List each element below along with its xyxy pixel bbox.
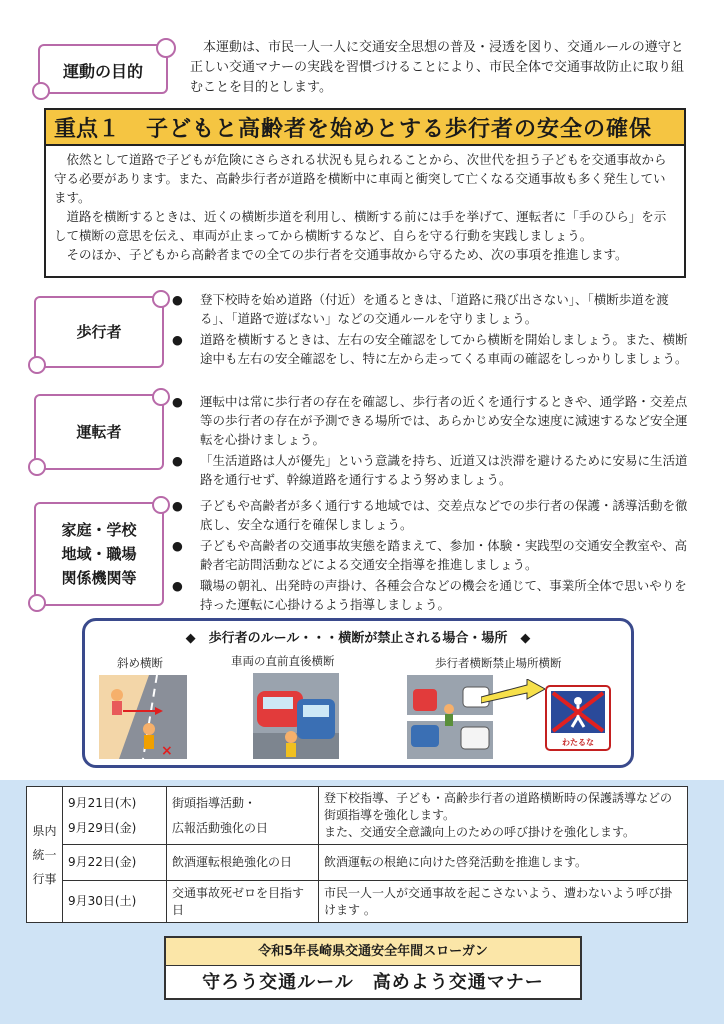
list-item: ● 道路を横断するときは、左右の安全確認をしてから横断を開始しましょう。また、横断途中も左右の安全確認をし、特に左から走ってくる車両の確認をしっかりしましょう。: [172, 330, 688, 368]
purpose-text: 本運動は、市民一人一人に交通安全思想の普及・浸透を図り、交通ルールの遵守と正しい交通マナーの実践を習慣づけることにより、市民全体で交通事故防止に取り組むことを目的とします。: [190, 40, 685, 95]
diagonal-crossing-label: 斜め横断: [117, 656, 163, 670]
front-rear-crossing-label: 車両の直前直後横断: [231, 654, 335, 668]
pedestrian-rules-box: [82, 618, 634, 768]
priority1-paragraph: 道路を横断するときは、近くの横断歩道を利用し、横断する前には手を挙げて、運転者に「手のひら」を示して横断の意思を伝え、車両が止まってから横断するなど、自らを守る行動を実践しましょう。: [54, 209, 667, 243]
event-name: 飲酒運転根絶強化の日: [167, 845, 319, 881]
event-name: [167, 787, 319, 845]
table-row: [27, 787, 688, 845]
sign-caption: わたるな: [562, 738, 594, 747]
event-name-line: 広報活動強化の日: [172, 820, 269, 835]
event-name-line: 街頭指導活動・: [172, 795, 257, 810]
svg-text:×: ×: [161, 743, 173, 759]
event-date: 9月22日(金): [63, 845, 167, 881]
list-item: ● 子どもや高齢者が多く通行する地域では、交差点などでの歩行者の保護・誘導活動を徹底し、安全な通行を確保しましょう。: [172, 496, 688, 534]
event-description: 飲酒運転の根絶に向けた啓発活動を推進します。: [319, 845, 688, 881]
slogan-text: 守ろう交通ルール 高めよう交通マナー: [202, 972, 544, 993]
priority1-body: [46, 146, 684, 268]
priority1-paragraph: そのほか、子どもから高齢者までの全ての歩行者を交通事故から守るため、次の事項を推進します。: [66, 247, 628, 262]
priority1-number: 重点１: [54, 116, 121, 142]
event-description: 登下校指導、子ども・高齢歩行者の道路横断時の保護誘導などの街頭指導を強化します。 また、交通安全意識向上のための呼び掛けを強化します。: [319, 787, 688, 845]
list-item: ● 職場の朝礼、出発時の声掛け、各種会合などの機会を通じて、事業所全体で思いやりを持った運転に心掛けるよう指導しましょう。: [172, 576, 688, 614]
priority1-section: [44, 108, 686, 278]
event-date: 9月30日(土): [63, 881, 167, 923]
slogan-heading: 令和5年長崎県交通安全年間スローガン: [166, 938, 580, 966]
priority1-paragraph: 依然として道路で子どもが危険にさらされる状況も見られることから、次世代を担う子どもを交通事故から守る必要があります。また、高齢歩行者が道路を横断中に車両と衝突して亡くなる交通事故も多く発生しています。: [54, 152, 667, 205]
event-description: 市民一人一人が交通事故を起こさないよう、遭わないよう呼び掛けます 。: [319, 881, 688, 923]
table-row: [27, 845, 688, 881]
events-table: [26, 786, 688, 923]
event-dates: [63, 787, 167, 845]
table-row: [27, 881, 688, 923]
community-label-box: [34, 502, 164, 606]
list-item: ● 登下校時を始め道路（付近）を通るときは、「道路に飛び出さない」、「横断歩道を渡る」、「道路で遊ばない」などの交通ルールを守りましょう。: [172, 290, 688, 328]
rules-title: ◆ 歩行者のルール・・・横断が禁止される場合・場所 ◆: [185, 631, 531, 646]
purpose-label-box: [38, 44, 168, 94]
diagonal-crossing-illustration: [99, 675, 187, 759]
list-item: ● 子どもや高齢者の交通事故実態を踏まえて、参加・体験・実践型の交通安全教室や、高齢者宅訪問活動などによる交通安全指導を推進しましょう。: [172, 536, 688, 574]
pedestrian-list: [172, 290, 688, 370]
pedestrian-label-box: [34, 296, 164, 368]
event-name: 交通事故死ゼロを目指す日: [167, 881, 319, 923]
community-list: [172, 496, 688, 616]
purpose-label: 運動の目的: [62, 62, 143, 81]
pointing-arrow-icon: [481, 679, 545, 705]
slogan-box: [164, 936, 582, 1000]
prohibited-place-label: 歩行者横断禁止場所横断: [435, 656, 562, 670]
front-rear-crossing-illustration: [253, 673, 339, 759]
event-date: 9月21日(木): [68, 795, 137, 810]
priority1-title: 子どもと高齢者を始めとする歩行者の安全の確保: [146, 116, 653, 142]
list-item: ● 運転中は常に歩行者の存在を確認し、歩行者の近くを通行するときや、通学路・交差点等の歩行者の存在が予測できる場所では、あらかじめ安全な速度に減速するなど安全運転を心掛けましょう。: [172, 392, 688, 449]
list-item: ● 「生活道路は人が優先」という意識を持ち、近道又は渋滞を避けるために安易に生活道路を通行せず、幹線道路を通行するよう努めましょう。: [172, 451, 688, 489]
event-date: 9月29日(金): [68, 820, 137, 835]
events-group-label: 県内 統一 行事: [27, 787, 63, 923]
driver-label-box: [34, 394, 164, 470]
driver-list: [172, 392, 688, 491]
driver-label: 運転者: [76, 423, 122, 441]
pedestrian-label: 歩行者: [76, 323, 122, 341]
priority1-header: [46, 110, 684, 146]
community-label: 家庭・学校 地域・職場 関係機関等: [61, 521, 137, 587]
